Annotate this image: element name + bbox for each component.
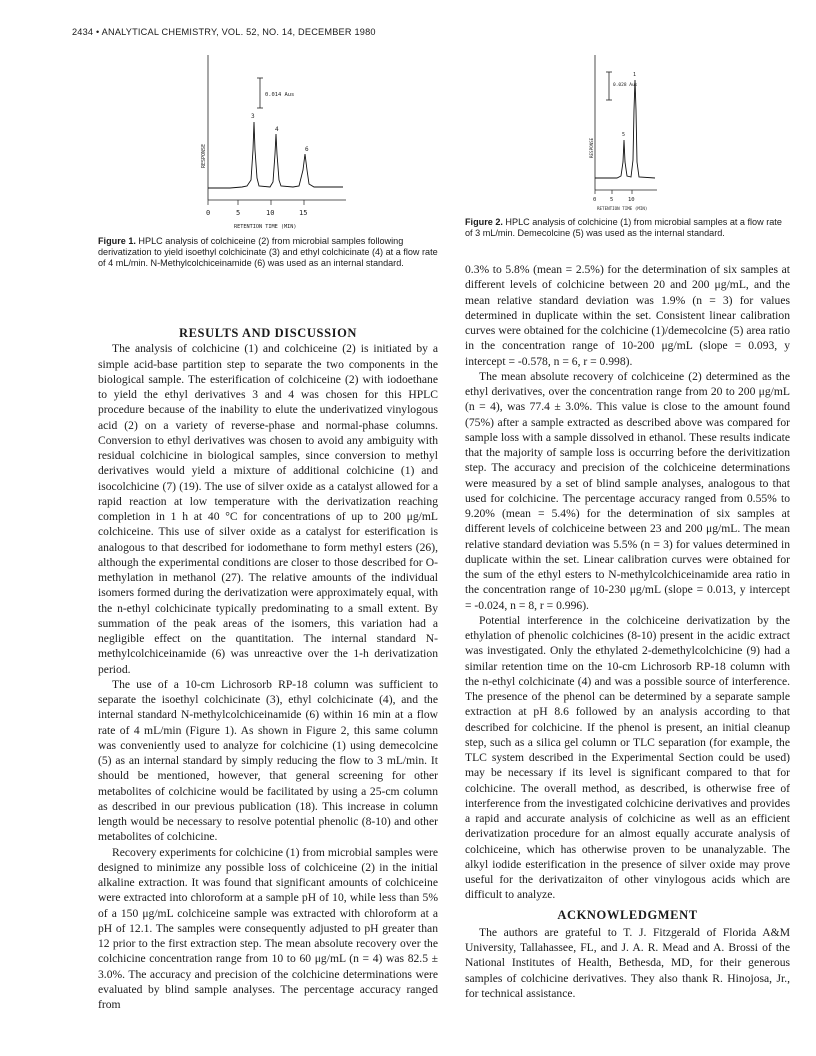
fig2-x-tick: 10 xyxy=(628,197,635,203)
figure-1-caption-text: HPLC analysis of colchiceine (2) from microbial samples following derivatization to yield isoethyl colchicinate (3) and ethyl colchicinate (4) at a flow rate of 4 mL/min. N-Methylcolchiceinamide (6) was used as an internal standard. xyxy=(98,236,438,269)
fig1-x-tick: 0 xyxy=(206,209,211,217)
figure-2-chromatogram xyxy=(585,50,665,215)
running-head: 2434 • ANALYTICAL CHEMISTRY, VOL. 52, NO. 14, DECEMBER 1980 xyxy=(72,27,376,37)
figure-2-caption-label: Figure 2. xyxy=(465,217,503,227)
fig2-y-axis-label: RESPONSE xyxy=(589,137,594,158)
fig1-x-tick: 15 xyxy=(299,209,308,217)
body-paragraph: The mean absolute recovery of colchiceine (2) determined as the ethyl derivatives, over the concentration range from 20 to 200 μg/mL (n = 4), was 77.4 ± 3.0%. This value is close to the amount found (75%) after a sample extracted as described above was compared for sample loss with a sample dissolved in ethanol. These results indicate that the majority of sample loss is occurring before the derivitization step. The accuracy and precision of the colchiceine determinations were measured by a set of blind sample analyses, analogous to that used for colchicine. The percentage accuracy ranged from 0.55% to 9.20% (mean = 5.4%) for the determination of six samples at different levels of colchiceine between 23 and 200 μg/mL. The mean relative standard deviation was 5.5% (n = 3) for values determined in duplicate within the set. Linear calibration curves were obtained for the sum of the ethyl esters to N-methylcolchiceinamide area ratio in the concentration range of 10-230 μg/mL (slope = 0.013, y intercept = -0.024, n = 8, r = 0.996). xyxy=(465,369,790,612)
fig1-scale-label: 0.014 Aus xyxy=(265,92,295,98)
figure-2-caption-text: HPLC analysis of colchicine (1) from microbial samples at a flow rate of 3 mL/min. Demecolcine (5) was used as the internal standard. xyxy=(465,217,782,239)
fig1-x-axis-label: RETENTION TIME (MIN) xyxy=(234,224,297,230)
fig1-peak-label: 3 xyxy=(251,113,255,120)
fig2-x-tick: 5 xyxy=(610,197,614,203)
fig2-x-tick: 0 xyxy=(593,197,597,203)
section-heading-acknowledgment: ACKNOWLEDGMENT xyxy=(557,907,698,922)
acknowledgment-paragraph: The authors are grateful to T. J. Fitzgerald of Florida A&M University, Tallahassee, FL, and J. A. R. Mead and A. Brossi of the National Institutes of Health, Bethesda, MD, for their generous samples of colchicine derivatives. They also thank R. Hinojosa, Jr., for technical assistance. xyxy=(465,925,790,1000)
figure-1-caption-label: Figure 1. xyxy=(98,236,136,246)
fig1-peak-label: 4 xyxy=(275,126,279,133)
figure-1-caption xyxy=(98,236,440,269)
fig2-peak-label: 5 xyxy=(622,132,626,138)
figure-2-caption xyxy=(465,217,790,239)
body-paragraph: Recovery experiments for colchicine (1) from microbial samples were designed to minimize any possible loss of colchiceine (2) in the initial alkaline extraction. It was found that significant amounts of colchiceine were extracted into chloroform at a sample pH of 10, while less than 5% of a 150 μg/mL colchiceine sample was extracted with chloroform at a pH of 12.1. The samples were consequently adjusted to pH greater than 12 prior to the first extraction step. The mean absolute recovery over the colchicine concentration range from 10 to 60 μg/mL (n = 4) was 82.5 ± 3.0%. The accuracy and precision of the colchicine determinations were evaluated by blind sample analyses. The percentage accuracy ranged from xyxy=(98,845,438,1011)
body-paragraph: 0.3% to 5.8% (mean = 2.5%) for the determination of six samples at different levels of colchicine between 20 and 200 μg/mL, and the mean relative standard deviation was 1.9% (n = 3) for values determined in duplicate within the set. Consistent linear calibration curves were obtained for the colchicine (1)/demecolcine (5) area ratio in the concentration range of 10-200 μg/mL (slope = 0.093, y intercept = -0.578, n = 6, r = 0.998). xyxy=(465,263,790,368)
fig2-x-axis-label: RETENTION TIME (MIN) xyxy=(597,206,648,211)
fig2-scale-label: 0.028 Aus xyxy=(613,83,638,88)
body-paragraph: The use of a 10-cm Lichrosorb RP-18 column was sufficient to separate the isoethyl colchicinate (3), ethyl colchicinate (4), and the internal standard N-methylcolchiceinamide (6) within 16 min at a flow rate of 4 mL/min (Figure 1). As shown in Figure 2, this same column was conveniently used to analyze for colchicine (1) using demecolcine (5) as an internal standard by simply reducing the flow to 3 mL/min. It should be mentioned, however, that general screening for other metabolites of colchicine would be facilitated by using a 25-cm column as described in our previous publication (18). This increase in column length would be necessary to resolve potential phenolic (8-10) and other metabolites of colchicine. xyxy=(98,677,438,844)
fig1-y-axis-label: RESPONSE xyxy=(201,143,207,168)
body-paragraph: Potential interference in the colchiceine derivatization by the ethylation of phenolic colchicines (8-10) present in the acidic extract was investigated. Only the ethylated 2-demethylcolchicine (9) had a similar retention time on the 10-cm Lichrosorb RP-18 column with the n-ethyl colchicinate (4) and was a possible source of interference. The presence of the phenol can be determined by a separate sample extraction at pH 8.6 followed by an analysis according to that described for colchicine. If the phenol is present, an initial cleanup step, such as a silica gel column or TLC separation (for example, the TLC system described in the Experimental Section could be used) may be necessary if its level is significant compared to that for colchicine. The overall method, as described, is otherwise free of interference from the investigated colchicine derivatives and provides a rapid and accurate analysis of colchicine as well as an efficient derivatization procedure for an almost equally accurate analysis of colchiceine, which has otherwise proven to be unanalyzable. The alkyl iodide esterification in the presence of silver oxide may prove useful for the derivatizaiton of other vinylogous acids which are difficult to analyze. xyxy=(465,613,790,902)
fig1-peak-label: 6 xyxy=(305,146,309,153)
figure-1-chromatogram xyxy=(168,50,348,235)
left-column xyxy=(98,326,438,1012)
section-heading-results: RESULTS AND DISCUSSION xyxy=(178,326,358,340)
fig1-x-tick: 10 xyxy=(266,209,275,217)
fig2-trace xyxy=(595,80,655,178)
body-paragraph: The analysis of colchicine (1) and colchiceine (2) is initiated by a simple acid-base partition step to separate the two components in the biological sample. The esterification of colchiceine (2) with iodoethane to yield the ethyl derivatives 3 and 4 was chosen for this HPLC procedure because of the inability to elute the underivatized vinylogous acid (2) on a variety of reverse-phase and normal-phase columns. Conversion to ethyl derivatives was chosen to avoid any ambiguity with residual colchicine in biological samples, since conversion to methyl derivatives would yield a mixture of additional colchicine (1) and isocolchicine (7) (19). The use of silver oxide as a catalyst allowed for a rapid reaction at low temperature with the derivatization reaching completion in 1 h at 40 °C for concentrations of up to 200 μg/mL colchiceine. This use of silver oxide as a catalyst for esterification is analogous to that described for iodomethane to form methyl esters (26), although the experimental conditions are closer to those described for O-methylation in methanol (27). The relative amounts of the individual isomers formed during the derivatization were approximately equal, with the n-ethyl colchicinate typically predominating to a small extent. By summation of the peak areas of the isomers, this variation had a negligible effect on the quantitation. The internal standard N-methylcolchiceinamide (6) was unreactive over the 1-h derivatization period. xyxy=(98,342,438,676)
right-column xyxy=(465,262,790,1001)
fig1-x-tick: 5 xyxy=(236,209,241,217)
fig2-peak-label: 1 xyxy=(633,72,637,78)
